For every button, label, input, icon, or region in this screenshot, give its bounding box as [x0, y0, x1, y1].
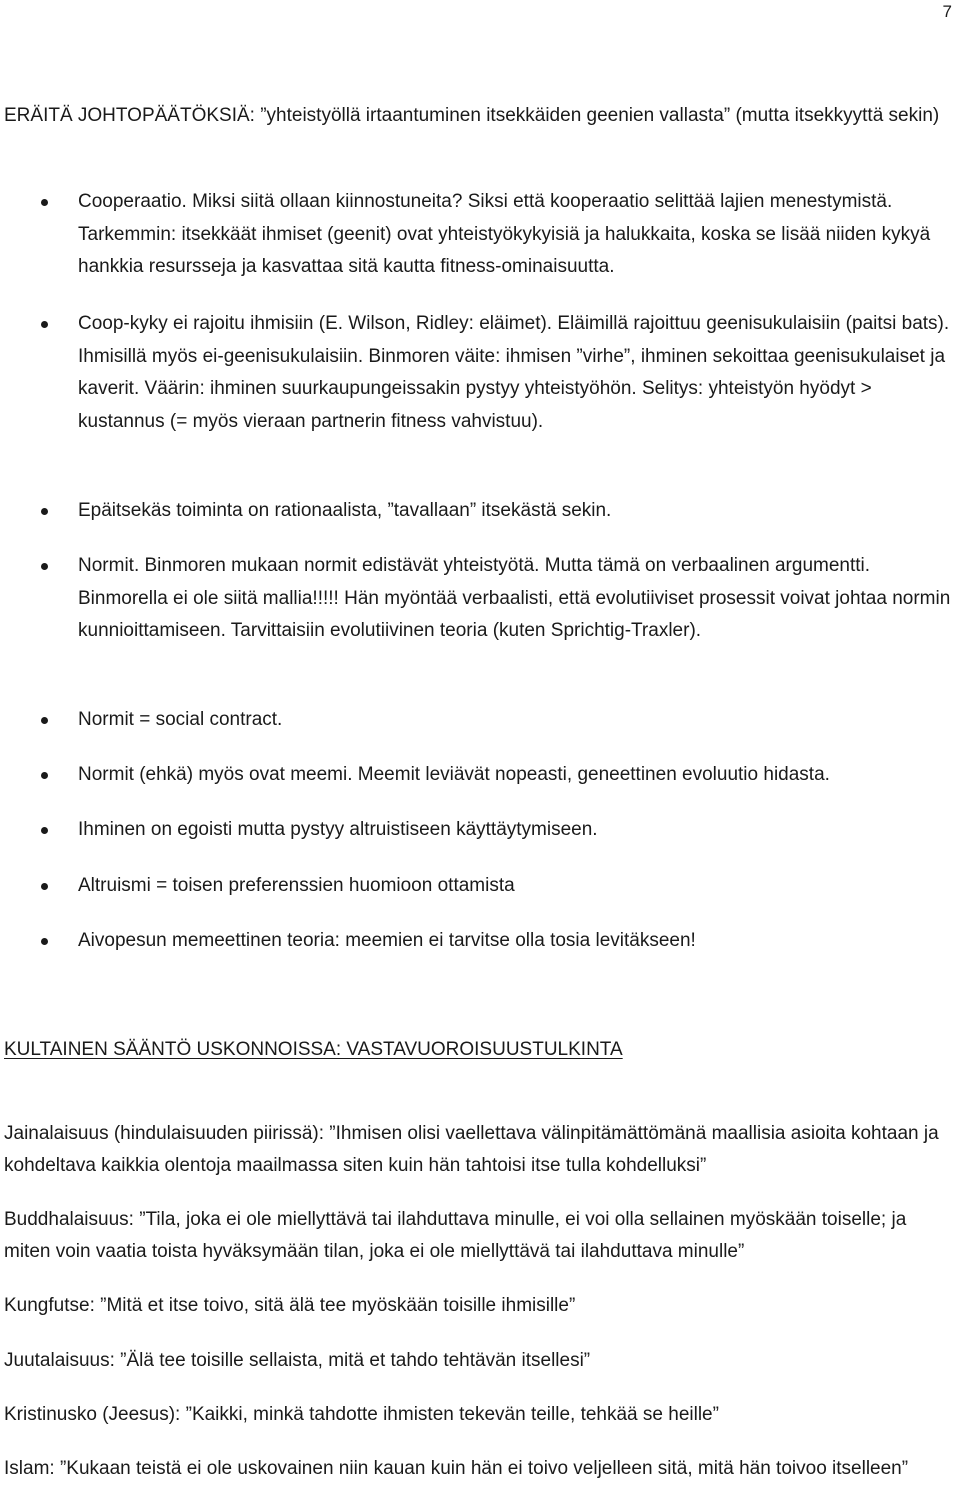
bullet-unselfish-action: Epäitsekäs toiminta on rationaalista, ”tavallaan” itsekästä sekin.: [78, 500, 612, 521]
golden-rule-heading: KULTAINEN SÄÄNTÖ USKONNOISSA: VASTAVUOROISUUSTULKINTA: [4, 1039, 623, 1060]
religion-confucius: Kungfutse: ”Mitä et itse toivo, sitä älä tee myöskään toisille ihmisille”: [4, 1295, 576, 1316]
religion-islam: Islam: ”Kukaan teistä ei ole uskovainen niin kauan kuin hän ei toivo veljelleen sitä, mitä hän toivoo itselleen”: [4, 1458, 909, 1479]
bullet-dot: [41, 717, 48, 724]
bullet-dot: [41, 563, 48, 570]
religion-judaism: Juutalaisuus: ”Älä tee toisille sellaista, mitä et tahdo tehtävän itsellesi”: [4, 1350, 591, 1371]
bullet-dot: [41, 883, 48, 890]
bullet-cooperation: Cooperaatio. Miksi siitä ollaan kiinnostuneita? Siksi että kooperaatio selittää lajien menestymistä. Tarkemmin: itsekkäät ihmiset (geenit) ovat yhteistyökykyisiä ja halukkaita, koska se lisää niiden kykyä hankkia resursseja ja kasvattaa sitä kautta fitness-ominaisuutta.: [78, 191, 931, 277]
bullet-coop-ability: Coop-kyky ei rajoitu ihmisiin (E. Wilson, Ridley: eläimet). Eläimillä rajoittuu geenisukulaisiin (paitsi bats). Ihmisillä myös ei-geenisukulaisiin. Binmoren väite: ihmisen ”virhe”, ihminen sekoittaa geenisukulaiset ja kaverit. Väärin: ihminen suurkaupungeissakin pystyy yhteistyöhön. Selitys: yhteistyön hyödyt > kustannus (= myös vieraan partnerin fitness vahvistuu).: [78, 313, 950, 432]
bullet-norms: Normit. Binmoren mukaan normit edistävät yhteistyötä. Mutta tämä on verbaalinen argumentti. Binmorella ei ole siitä mallia!!!!! Hän myöntää verbaalisti, että evolutiiviset prosessit voivat johtaa normin kunnioittamiseen. Tarvittaisiin evolutiivinen teoria (kuten Sprichtig-Traxler).: [78, 555, 951, 641]
bullet-brainwash-theory: Aivopesun memeettinen teoria: meemien ei tarvitse olla tosia levitäkseen!: [78, 930, 696, 951]
bullet-altruism: Altruismi = toisen preferenssien huomioon ottamista: [78, 875, 515, 896]
religion-christianity: Kristinusko (Jeesus): ”Kaikki, minkä tahdotte ihmisten tekevän teille, tehkää se heille”: [4, 1404, 719, 1425]
bullet-dot: [41, 827, 48, 834]
bullet-egoist: Ihminen on egoisti mutta pystyy altruistiseen käyttäytymiseen.: [78, 819, 598, 840]
conclusions-heading: ERÄITÄ JOHTOPÄÄTÖKSIÄ: ”yhteistyöllä irtaantuminen itsekkäiden geenien vallasta” (mutta itsekkyyttä sekin): [4, 105, 940, 126]
page-number: 7: [942, 2, 952, 21]
bullet-social-contract: Normit = social contract.: [78, 709, 283, 730]
bullet-dot: [41, 508, 48, 515]
religion-buddhism: Buddhalaisuus: ”Tila, joka ei ole miellyttävä tai ilahduttava minulle, ei voi olla sellainen myöskään toiselle; ja miten voin vaatia toista hyväksymään tilan, joka ei ole miellyttävä tai ilahduttava minulle”: [4, 1209, 907, 1262]
bullet-dot: [41, 321, 48, 328]
bullet-dot: [41, 772, 48, 779]
religion-jainism: Jainalaisuus (hindulaisuuden piirissä): ”Ihmisen olisi vaellettava välinpitämättömänä maallisia asioita kohtaan ja kohdeltava kaikkia olentoja maailmassa siten kuin hän tahtoisi itse tulla kohdelluksi”: [4, 1123, 939, 1176]
bullet-dot: [41, 199, 48, 206]
bullet-norms-memes: Normit (ehkä) myös ovat meemi. Meemit leviävät nopeasti, geneettinen evoluutio hidasta.: [78, 764, 830, 785]
bullet-dot: [41, 938, 48, 945]
